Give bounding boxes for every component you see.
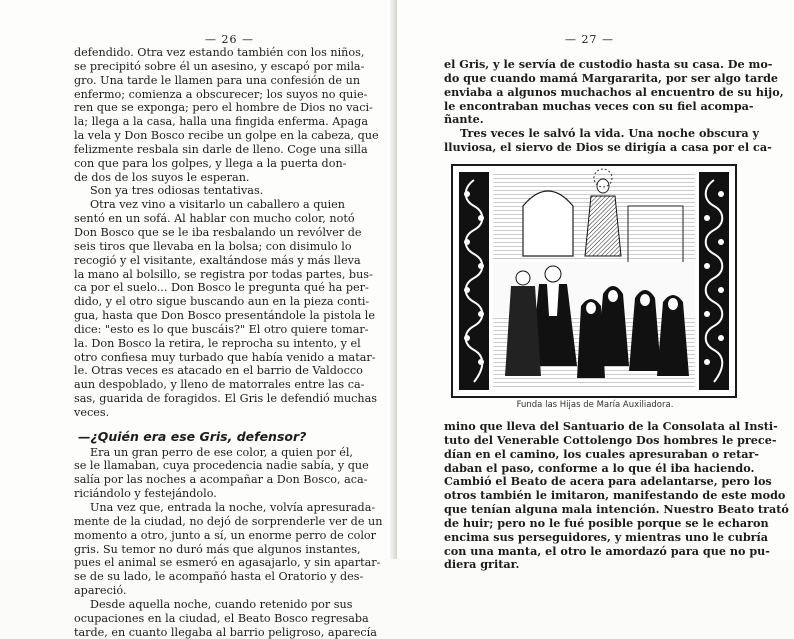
text-line: dice: "esto es lo que buscáis?" El otro quiere tomar- bbox=[74, 322, 369, 336]
right-text-top bbox=[444, 57, 784, 155]
text-line: momento a otro, junto a sí, un enorme perro de color bbox=[74, 528, 376, 542]
text-line: Era un gran perro de ese color, a quien por él, bbox=[90, 445, 353, 459]
text-line: tarde, en cuanto llegaba al barrio peligroso, aparecía bbox=[74, 625, 377, 639]
text-line: enfermo; comienza a obscurecer; los suyos no quie- bbox=[74, 87, 368, 101]
text-line: dido, y el otro sigue buscando aun en la pieza conti- bbox=[74, 295, 370, 309]
engraving-illustration bbox=[451, 164, 737, 398]
text-line: ca por el suelo... Don Bosco le pregunta qué ha per- bbox=[74, 281, 369, 295]
illustration-caption: Funda las Hijas de María Auxiliadora. bbox=[516, 400, 674, 410]
text-line: Desde aquella noche, cuando retenido por sus bbox=[90, 597, 353, 611]
text-line: encima sus perseguidores, y mientras uno le cubría bbox=[444, 529, 769, 544]
text-line: daban el paso, conforme a lo que él iba haciendo. bbox=[444, 460, 755, 475]
text-line: felizmente resbala sin darle de lleno. Coge una silla bbox=[74, 142, 368, 156]
text-line: Tres veces le salvó la vida. Una noche obscura y bbox=[460, 126, 760, 141]
text-line: aun despoblado, y lleno de matorrales entre las ca- bbox=[74, 378, 365, 392]
text-line: la; llega a la casa, halla una fingida enferma. Apaga bbox=[74, 115, 368, 129]
section-heading: —¿Quién era ese Gris, defensor? bbox=[78, 428, 307, 444]
text-line: de dos de los suyos le esperan. bbox=[74, 170, 250, 184]
page-number-left: — 26 — bbox=[205, 33, 254, 46]
text-line: Son ya tres odiosas tentativas. bbox=[90, 184, 264, 198]
text-line: defendido. Otra vez estando también con los niños, bbox=[74, 46, 365, 59]
text-line: sentó en un sofá. Al hablar con mucho color, notó bbox=[74, 212, 355, 226]
text-line: Cambió el Beato de acera para adelantarse, pero los bbox=[444, 474, 772, 489]
text-line: tuto del Venerable Cottolengo Dos hombres le prece- bbox=[444, 432, 777, 447]
text-line: la mano al bolsillo, se registra por todas partes, bus- bbox=[74, 267, 373, 281]
text-line: Una vez que, entrada la noche, volvía apresurada- bbox=[90, 501, 376, 514]
text-line: Otra vez vino a visitarlo un caballero a quien bbox=[90, 198, 346, 212]
text-line: mente de la ciudad, no dejó de sorprenderle ver de un bbox=[74, 514, 383, 528]
right-ornament-border bbox=[699, 172, 729, 390]
text-line: recogió y el visitante, exaltándose más y más lleva bbox=[74, 253, 361, 267]
right-text-bottom bbox=[444, 419, 789, 572]
text-line: veces. bbox=[74, 405, 110, 419]
text-line: le encontraban muchas veces con su fiel acompa- bbox=[444, 98, 754, 113]
engraving-artwork bbox=[453, 166, 735, 396]
text-line: gro. Una tarde le llamen para una confesión de un bbox=[74, 73, 361, 87]
text-line: Don Bosco que se le iba resbalando un revólver de bbox=[74, 225, 362, 239]
text-line: se de su lado, le acompañó hasta el Oratorio y des- bbox=[74, 570, 364, 584]
text-line: salía por las noches a acompañar a Don Bosco, aca- bbox=[74, 473, 368, 487]
text-line: se le llamaban, cuya procedencia nadie sabía, y que bbox=[74, 459, 369, 473]
text-line: apareció. bbox=[74, 584, 127, 598]
text-line: dían en el camino, los cuales apresuraban o retar- bbox=[444, 446, 760, 461]
text-line: otros también le imitaron, manifestando de este modo bbox=[444, 488, 786, 503]
text-line: ñante. bbox=[444, 112, 484, 127]
text-line: con que para los golpes, y llega a la puerta don- bbox=[74, 156, 347, 170]
text-line: de huir; pero no le fué posible porque se le echaron bbox=[444, 515, 769, 530]
text-line: lluviosa, el siervo de Dios se dirigía a casa por el ca- bbox=[444, 140, 772, 155]
text-line: do que cuando mamá Margararita, por ser algo tarde bbox=[444, 70, 779, 85]
text-line: el Gris, y le servía de custodio hasta su casa. De mo- bbox=[444, 57, 773, 71]
left-ornament-border bbox=[459, 172, 489, 390]
scene bbox=[493, 169, 695, 390]
text-line: ocupaciones en la ciudad, el Beato Bosco regresaba bbox=[74, 611, 369, 625]
text-line: gris. Su temor no duró más que algunos instantes, bbox=[74, 542, 361, 556]
text-line: se precipitó sobre él un asesino, y escapó por mila- bbox=[74, 59, 365, 73]
text-line: seis tiros que llevaba en la bolsa; con disimulo lo bbox=[74, 239, 352, 253]
text-line: la vela y Don Bosco recibe un golpe en la cabeza, que bbox=[74, 129, 379, 143]
text-line: riciándolo y festejándolo. bbox=[74, 487, 217, 501]
text-line: la. Don Bosco la retira, le reprocha su intento, y el bbox=[74, 336, 361, 350]
text-line: gua, hasta que Don Bosco presentándole la pistola le bbox=[74, 309, 375, 323]
left-text-top bbox=[74, 46, 383, 639]
text-line: sas, guarida de foragidos. El Gris le defendió muchas bbox=[74, 392, 378, 406]
text-line: pues el animal se esmeró en agasajarlo, y sin apartar- bbox=[74, 556, 381, 570]
text-line: mino que lleva del Santuario de la Consolata al Insti- bbox=[444, 419, 778, 433]
page-number-right: — 27 — bbox=[565, 33, 614, 46]
text-line: le. Otras veces es atacado en el barrio de Valdocco bbox=[74, 364, 363, 378]
text-line: otro confiesa muy turbado que había venido a matar- bbox=[74, 350, 376, 364]
text-line: con una manta, el otro le amordazó para que no pu- bbox=[444, 543, 770, 558]
text-line: enviaba a algunos muchachos al encuentro de su hijo, bbox=[444, 84, 784, 99]
text-line: diera gritar. bbox=[444, 557, 520, 572]
text-line: ren que se exponga; pero el hombre de Dios no vaci- bbox=[74, 101, 373, 115]
text-line: que tenían alguna mala intención. Nuestro Beato trató bbox=[444, 502, 789, 517]
